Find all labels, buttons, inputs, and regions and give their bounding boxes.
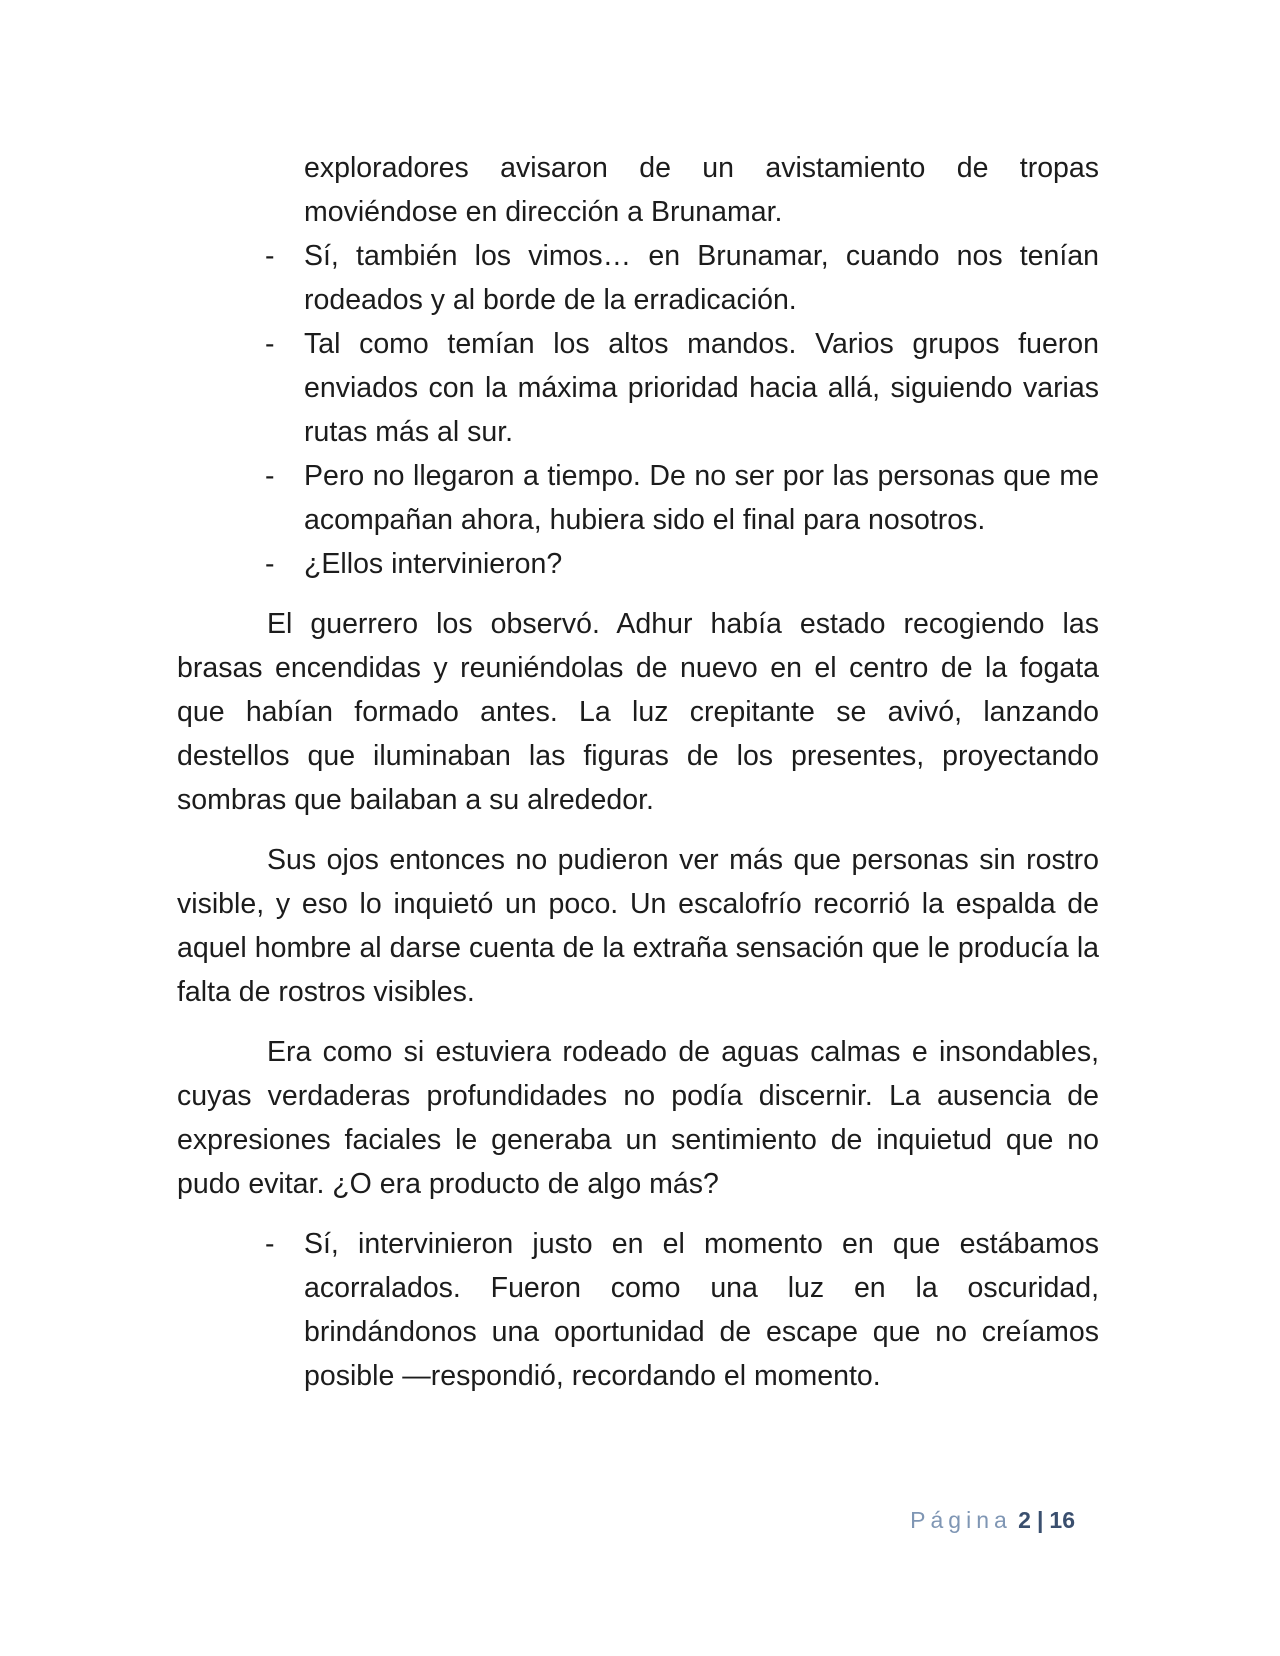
narrative-paragraph: El guerrero los observó. Adhur había estado recogiendo las brasas encendidas y reuniéndolas de nuevo en el centro de la fogata que habían formado antes. La luz crepitante se avivó, lanzando destellos que iluminaban las figuras de los presentes, proyectando sombras que bailaban a su alrededor. — [177, 608, 1099, 816]
dialogue-line — [177, 146, 1099, 234]
dialogue-dash: - — [265, 548, 275, 580]
dialogue-dash: - — [265, 328, 275, 360]
dialogue-text: exploradores avisaron de un avistamiento de tropas moviéndose en dirección a Brunamar. — [304, 152, 1099, 228]
dialogue-dash: - — [265, 1228, 275, 1260]
narrative-paragraph: Sus ojos entonces no pudieron ver más que personas sin rostro visible, y eso lo inquietó un poco. Un escalofrío recorrió la espalda de aquel hombre al darse cuenta de la extraña sensación que le producía la falta de rostros visibles. — [177, 844, 1099, 1008]
dialogue-line — [177, 1222, 1099, 1398]
page-label: Página — [910, 1507, 1012, 1533]
dialogue-dash: - — [265, 460, 275, 492]
dialogue-line — [177, 234, 1099, 322]
dialogue-text: Tal como temían los altos mandos. Varios grupos fueron enviados con la máxima prioridad hacia allá, siguiendo varias rutas más al sur. — [304, 328, 1099, 448]
page-number: 2 — [1018, 1507, 1031, 1533]
page-total: 16 — [1049, 1507, 1075, 1533]
page-separator: | — [1036, 1507, 1044, 1533]
dialogue-line — [177, 542, 1099, 586]
dialogue-text: Sí, intervinieron justo en el momento en que estábamos acorralados. Fueron como una luz en la oscuridad, brindándonos una oportunidad de escape que no creíamos posible —respondió, recordando el momento. — [304, 1228, 1099, 1392]
dialogue-line — [177, 322, 1099, 454]
dialogue-text: ¿Ellos intervinieron? — [304, 548, 563, 580]
document-page — [177, 146, 1099, 1398]
dialogue-line — [177, 454, 1099, 542]
dialogue-text: Pero no llegaron a tiempo. De no ser por las personas que me acompañan ahora, hubiera sido el final para nosotros. — [304, 460, 1099, 536]
dialogue-text: Sí, también los vimos… en Brunamar, cuando nos tenían rodeados y al borde de la erradicación. — [304, 240, 1099, 316]
narrative-paragraph: Era como si estuviera rodeado de aguas calmas e insondables, cuyas verdaderas profundidades no podía discernir. La ausencia de expresiones faciales le generaba un sentimiento de inquietud que no pudo evitar. ¿O era producto de algo más? — [177, 1036, 1099, 1200]
dialogue-dash: - — [265, 240, 275, 272]
page-footer — [910, 1505, 1075, 1535]
